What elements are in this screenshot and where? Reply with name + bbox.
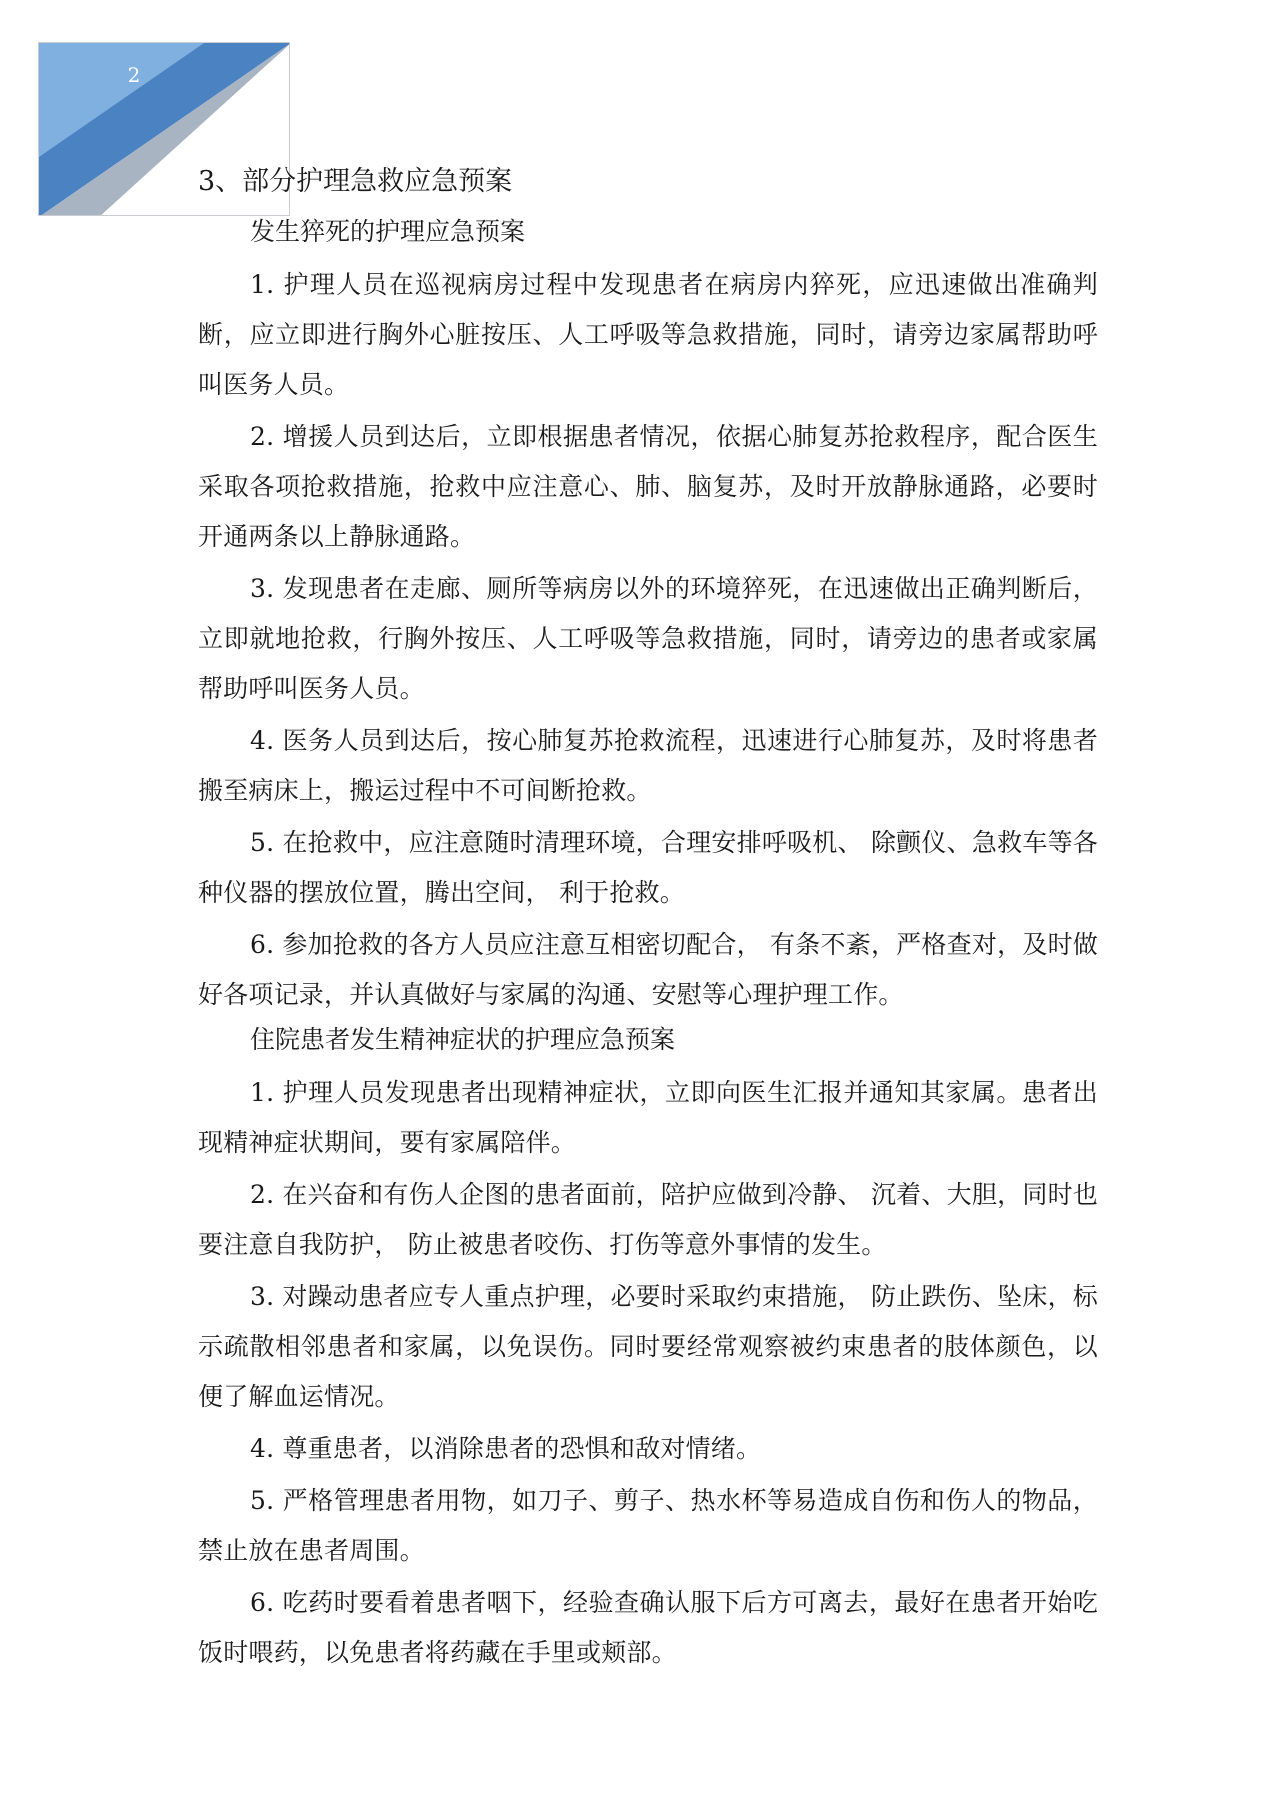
page-number: 2	[127, 63, 141, 87]
list-item: 4. 尊重患者，以消除患者的恐惧和敌对情绪。	[250, 1434, 762, 1463]
list-item: 1. 护理人员发现患者出现精神症状，立即向医生汇报并通知其家属。患者出现精神症状期间，要有家属陪伴。	[198, 1078, 1098, 1157]
section-title: 3、部分护理急救应急预案	[198, 166, 513, 197]
list-item: 5. 严格管理患者用物，如刀子、剪子、热水杯等易造成自伤和伤人的物品，禁止放在患者周围。	[198, 1486, 1098, 1565]
list-item: 1. 护理人员在巡视病房过程中发现患者在病房内猝死，应迅速做出准确判断，应立即进行胸外心脏按压、人工呼吸等急救措施，同时，请旁边家属帮助呼叫医务人员。	[198, 270, 1098, 399]
list-item: 3. 对躁动患者应专人重点护理，必要时采取约束措施， 防止跌伤、坠床，标示疏散相邻患者和家属，以免误伤。同时要经常观察被约束患者的肢体颜色，以便了解血运情况。	[198, 1282, 1098, 1411]
list-item: 6. 吃药时要看着患者咽下，经验查确认服下后方可离去，最好在患者开始吃饭时喂药，以免患者将药藏在手里或颊部。	[198, 1588, 1098, 1667]
section-subtitle: 住院患者发生精神症状的护理应急预案	[250, 1025, 676, 1054]
section-subtitle: 发生猝死的护理应急预案	[250, 217, 526, 246]
list-item: 6. 参加抢救的各方人员应注意互相密切配合， 有条不紊，严格查对，及时做好各项记录，并认真做好与家属的沟通、安慰等心理护理工作。	[198, 930, 1098, 1009]
list-item: 3. 发现患者在走廊、厕所等病房以外的环境猝死，在迅速做出正确判断后，立即就地抢救，行胸外按压、人工呼吸等急救措施，同时，请旁边的患者或家属帮助呼叫医务人员。	[198, 574, 1098, 703]
list-item: 2. 在兴奋和有伤人企图的患者面前，陪护应做到冷静、 沉着、大胆，同时也要注意自我防护， 防止被患者咬伤、打伤等意外事情的发生。	[198, 1180, 1098, 1259]
list-item: 5. 在抢救中，应注意随时清理环境，合理安排呼吸机、 除颤仪、急救车等各种仪器的摆放位置，腾出空间， 利于抢救。	[198, 828, 1098, 907]
document-body	[198, 160, 1098, 1680]
list-item: 2. 增援人员到达后，立即根据患者情况，依据心肺复苏抢救程序，配合医生采取各项抢救措施，抢救中应注意心、肺、脑复苏，及时开放静脉通路，必要时开通两条以上静脉通路。	[198, 422, 1098, 551]
list-item: 4. 医务人员到达后，按心肺复苏抢救流程，迅速进行心肺复苏，及时将患者搬至病床上，搬运过程中不可间断抢救。	[198, 726, 1098, 805]
section-psychiatric-symptoms	[198, 1022, 1098, 1678]
section-sudden-death	[198, 214, 1098, 1020]
